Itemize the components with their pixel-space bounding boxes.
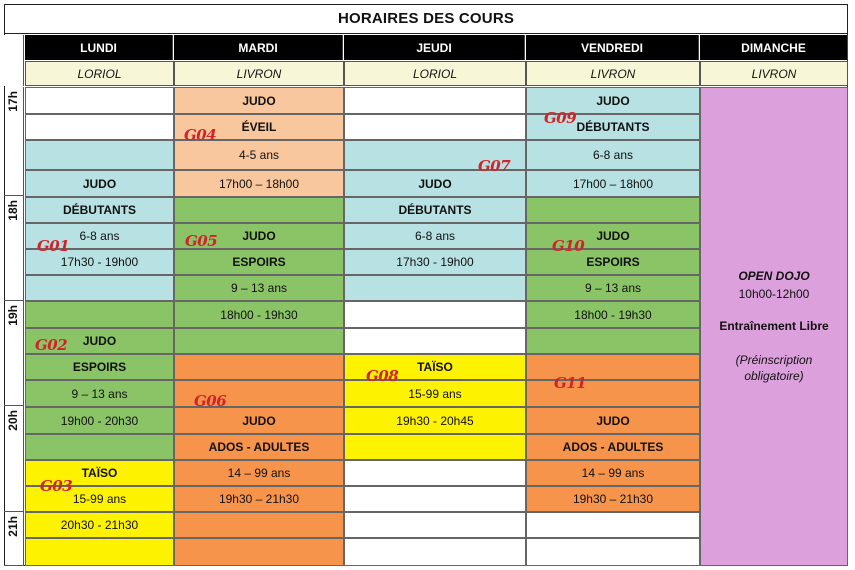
location-mardi: LIVRON bbox=[174, 61, 344, 86]
class-title-g05: JUDO bbox=[174, 223, 344, 249]
class-age-g11: 14 – 99 ans bbox=[526, 460, 700, 486]
day-header-jeudi: JEUDI bbox=[344, 35, 525, 60]
class-cell bbox=[174, 354, 344, 380]
empty-slot bbox=[526, 512, 700, 538]
class-age-g10: 9 – 13 ans bbox=[526, 275, 700, 301]
class-time-g07: 17h30 - 19h00 bbox=[344, 249, 526, 275]
class-title-g04: JUDO bbox=[174, 87, 344, 114]
class-cell bbox=[25, 140, 174, 170]
hour-label-21h: 21h bbox=[4, 512, 24, 566]
class-cell bbox=[174, 512, 344, 538]
day-header-vendredi: VENDREDI bbox=[526, 35, 699, 60]
class-age-g08: 15-99 ans bbox=[344, 380, 526, 407]
empty-slot bbox=[344, 460, 526, 486]
empty-slot bbox=[344, 512, 526, 538]
day-header-mardi: MARDI bbox=[174, 35, 343, 60]
class-level-g04: ÉVEIL bbox=[174, 114, 344, 140]
class-level-g06: ADOS - ADULTES bbox=[174, 434, 344, 460]
class-age-g07: 6-8 ans bbox=[344, 223, 526, 249]
open-dojo-title: OPEN DOJO bbox=[738, 269, 810, 283]
class-time-g04: 17h00 – 18h00 bbox=[174, 170, 344, 197]
class-title-g02: JUDO bbox=[25, 328, 174, 354]
open-dojo-note: (Préinscription obligatoire) bbox=[735, 353, 813, 383]
class-time-g06: 19h30 – 21h30 bbox=[174, 486, 344, 512]
empty-slot bbox=[344, 114, 526, 140]
class-title-g03: TAÏSO bbox=[25, 460, 174, 486]
header-corner bbox=[4, 35, 24, 86]
class-cell bbox=[174, 328, 344, 354]
empty-slot bbox=[344, 538, 526, 566]
class-title-g06: JUDO bbox=[174, 407, 344, 434]
class-cell bbox=[25, 434, 174, 460]
group-code-g06: G06 bbox=[194, 392, 227, 410]
hour-label-17h: 17h bbox=[4, 87, 24, 196]
group-code-g07: G07 bbox=[478, 157, 511, 175]
class-title-g07: JUDO bbox=[344, 170, 526, 197]
class-cell bbox=[526, 354, 700, 380]
class-age-g05: 9 – 13 ans bbox=[174, 275, 344, 301]
group-code-g11: G11 bbox=[554, 374, 587, 392]
class-cell bbox=[344, 434, 526, 460]
class-age-g06: 14 – 99 ans bbox=[174, 460, 344, 486]
empty-slot bbox=[344, 301, 526, 328]
class-age-g02: 9 – 13 ans bbox=[25, 380, 174, 407]
page-title: HORAIRES DES COURS bbox=[4, 4, 848, 34]
class-cell bbox=[174, 538, 344, 566]
class-cell bbox=[25, 275, 174, 301]
class-cell bbox=[526, 197, 700, 223]
day-header-dimanche: DIMANCHE bbox=[700, 35, 848, 60]
class-title-g01: JUDO bbox=[25, 170, 174, 197]
group-code-g02: G02 bbox=[35, 336, 68, 354]
class-time-g08: 19h30 - 20h45 bbox=[344, 407, 526, 434]
class-level-g11: ADOS - ADULTES bbox=[526, 434, 700, 460]
class-cell bbox=[25, 301, 174, 328]
class-title-g11: JUDO bbox=[526, 407, 700, 434]
location-jeudi: LORIOL bbox=[344, 61, 526, 86]
group-code-g03: G03 bbox=[40, 477, 73, 495]
class-title-g08: TAÏSO bbox=[344, 354, 526, 380]
class-age-g09: 6-8 ans bbox=[526, 140, 700, 170]
hour-label-18h: 18h bbox=[4, 196, 24, 301]
empty-slot bbox=[344, 328, 526, 354]
class-cell bbox=[344, 275, 526, 301]
class-age-g04: 4-5 ans bbox=[174, 140, 344, 170]
class-cell bbox=[526, 328, 700, 354]
class-cell bbox=[526, 380, 700, 407]
class-cell bbox=[25, 538, 174, 566]
group-code-g10: G10 bbox=[552, 237, 585, 255]
class-title-g09: JUDO bbox=[526, 87, 700, 114]
group-code-g09: G09 bbox=[544, 109, 577, 127]
class-age-g03: 15-99 ans bbox=[25, 486, 174, 512]
class-level-g10: ESPOIRS bbox=[526, 249, 700, 275]
class-time-g02: 19h00 - 20h30 bbox=[25, 407, 174, 434]
hour-label-19h: 19h bbox=[4, 301, 24, 406]
class-age-g01: 6-8 ans bbox=[25, 223, 174, 249]
group-code-g05: G05 bbox=[185, 232, 218, 250]
hour-label-20h: 20h bbox=[4, 406, 24, 512]
empty-slot bbox=[25, 114, 174, 140]
class-time-g10: 18h00 - 19h30 bbox=[526, 301, 700, 328]
open-dojo-time: 10h00-12h00 bbox=[738, 287, 810, 301]
open-dojo-label: Entraînement Libre bbox=[719, 319, 829, 333]
class-level-g09: DÉBUTANTS bbox=[526, 114, 700, 140]
class-time-g09: 17h00 – 18h00 bbox=[526, 170, 700, 197]
class-cell bbox=[174, 197, 344, 223]
empty-slot bbox=[344, 486, 526, 512]
location-lundi: LORIOL bbox=[25, 61, 174, 86]
class-title-g10: JUDO bbox=[526, 223, 700, 249]
empty-slot bbox=[526, 538, 700, 566]
location-dimanche: LIVRON bbox=[700, 61, 848, 86]
class-time-g11: 19h30 – 21h30 bbox=[526, 486, 700, 512]
class-time-g03: 20h30 - 21h30 bbox=[25, 512, 174, 538]
group-code-g08: G08 bbox=[366, 367, 399, 385]
class-level-g01: DÉBUTANTS bbox=[25, 197, 174, 223]
class-time-g05: 18h00 - 19h30 bbox=[174, 301, 344, 328]
group-code-g01: G01 bbox=[37, 237, 70, 255]
class-level-g02: ESPOIRS bbox=[25, 354, 174, 380]
location-vendredi: LIVRON bbox=[526, 61, 700, 86]
class-level-g05: ESPOIRS bbox=[174, 249, 344, 275]
empty-slot bbox=[344, 87, 526, 114]
class-level-g07: DÉBUTANTS bbox=[344, 197, 526, 223]
empty-slot bbox=[25, 87, 174, 114]
day-header-lundi: LUNDI bbox=[25, 35, 173, 60]
class-time-g01: 17h30 - 19h00 bbox=[25, 249, 174, 275]
group-code-g04: G04 bbox=[184, 126, 217, 144]
